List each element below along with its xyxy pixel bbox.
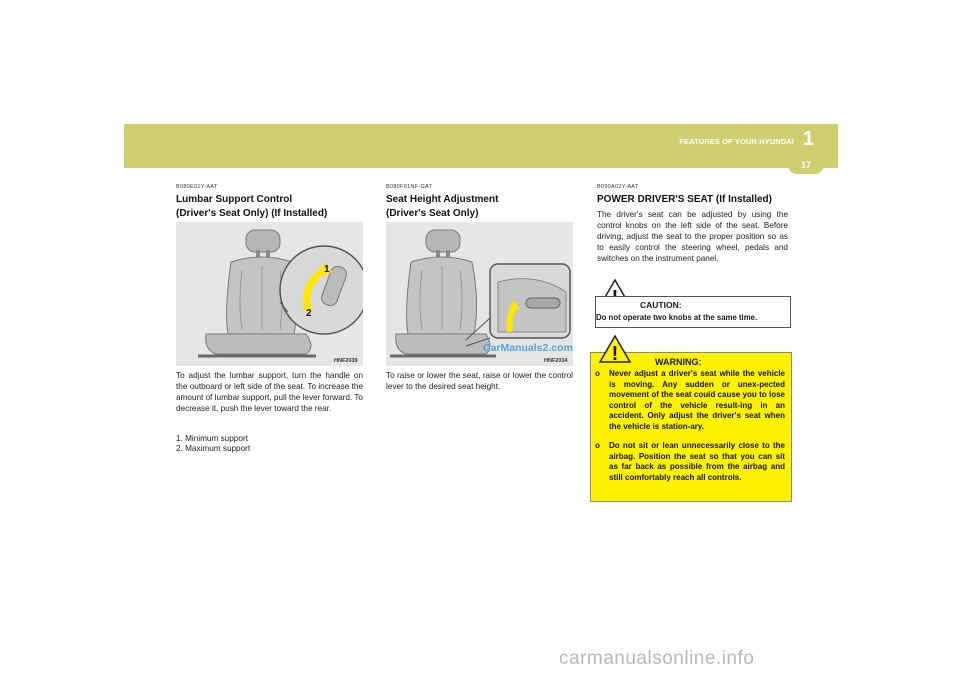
caution-text: Do not operate two knobs at the same time. (596, 313, 758, 322)
section-code: B090A02Y-AAT (597, 184, 639, 190)
figure-code: HNF2034 (544, 358, 568, 364)
figure-label: 2 (306, 308, 312, 319)
warning-item (595, 441, 785, 483)
lumbar-list-item: 1. Minimum support (176, 434, 248, 443)
title-line: (Driver's Seat Only) (386, 208, 479, 219)
title-line: Lumbar Support Control (176, 194, 293, 205)
warning-item (595, 369, 785, 432)
caution-title: CAUTION: (640, 300, 682, 310)
warning-title: WARNING: (655, 357, 702, 367)
lumbar-seat-figure (176, 222, 363, 366)
caution-box (595, 296, 791, 328)
section-code: B080E01Y-AAT (176, 184, 218, 190)
bullet: o (595, 369, 600, 378)
section-title-power-seat: POWER DRIVER'S SEAT (If Installed) (597, 194, 772, 205)
svg-text:!: ! (611, 343, 619, 364)
section-title: FEATURES OF YOUR HYUNDAI (679, 137, 794, 146)
bullet: o (595, 441, 600, 450)
figure-label: 1 (324, 264, 330, 275)
seat-illustration-icon (176, 222, 363, 366)
chapter-number: 1 (802, 128, 814, 150)
lumbar-body: To adjust the lumbar support, turn the handle on the outboard or left side of the seat. To increase the amount of lumbar support, pull the lever forward. To decrease it, push the lever toward the rear. (176, 371, 363, 413)
lumbar-list-item: 2. Maximum support (176, 444, 251, 453)
page-number: 17 (788, 156, 824, 174)
figure-watermark: CarManuals2.com (483, 342, 573, 354)
warning-box (590, 352, 792, 502)
height-body: To raise or lower the seat, raise or lower the control lever to the desired seat height. (386, 371, 573, 391)
section-title-height (386, 193, 498, 221)
section-title-lumbar (176, 193, 327, 221)
figure-code: HNF2039 (334, 358, 358, 364)
footer-watermark: carmanualsonline.info (559, 648, 755, 669)
warning-text: Never adjust a driver's seat while the vehicle is moving. Any sudden or unex-pected movement of the seat could cause you to lose control of the vehicle result-ing in an accident. Only adjust the driver's seat when the vehicle is station-ary. (609, 369, 785, 431)
title-line: Seat Height Adjustment (386, 194, 499, 205)
warning-triangle-icon (598, 334, 632, 364)
title-line: (Driver's Seat Only) (If Installed) (176, 208, 328, 219)
warning-text: Do not sit or lean unnecessarily close to the airbag. Position the seat so that you can sit as far back as possible from the airbag and still comfortably reach all controls. (609, 441, 785, 482)
header-band (124, 124, 838, 168)
power-seat-body: The driver's seat can be adjusted by using the control knobs on the left side of the seat. Before driving, adjust the seat to the proper position so as to easily control the steering wheel, pedals and switches on the instrument panel. (597, 210, 788, 263)
section-code: B080F01NF-GAT (386, 184, 433, 190)
